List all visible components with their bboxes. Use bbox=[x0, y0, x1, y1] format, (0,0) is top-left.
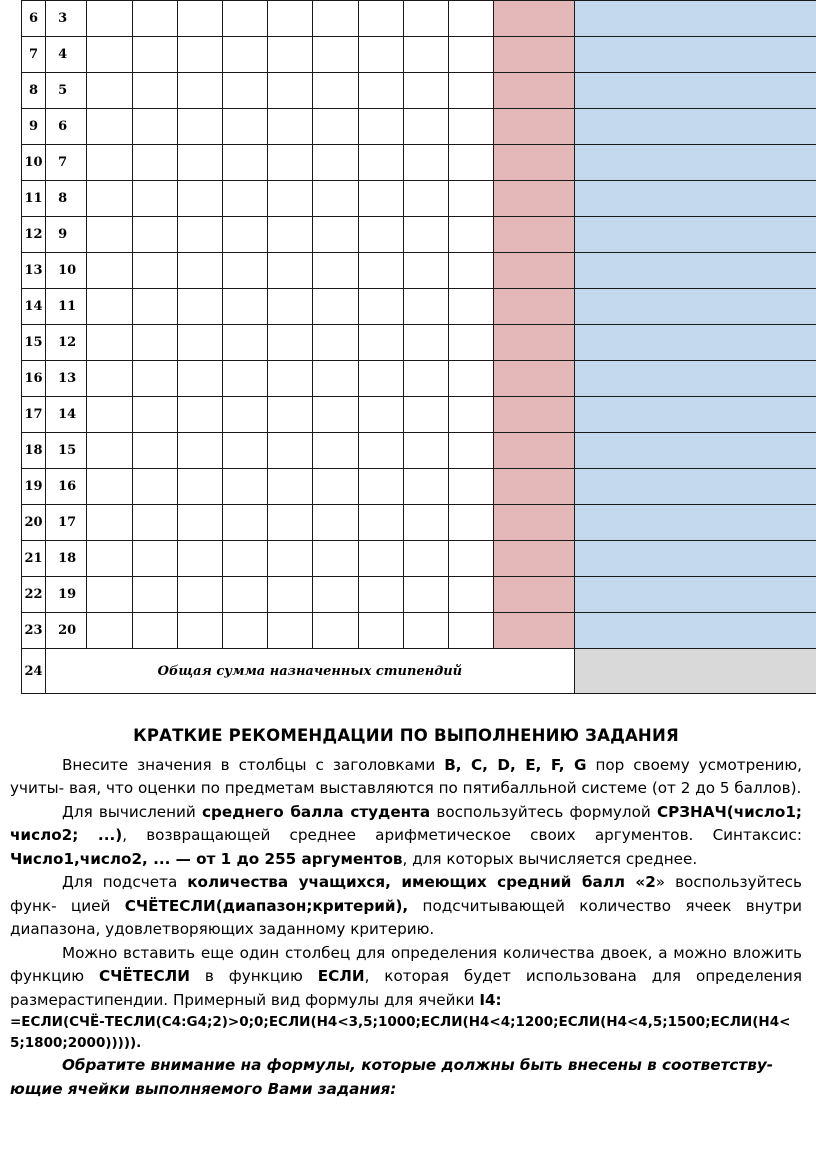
empty-cell bbox=[132, 577, 177, 613]
empty-cell bbox=[268, 613, 313, 649]
empty-cell bbox=[403, 541, 448, 577]
empty-cell bbox=[87, 325, 132, 361]
table-row bbox=[22, 289, 816, 325]
empty-cell bbox=[268, 469, 313, 505]
empty-cell bbox=[87, 541, 132, 577]
empty-cell bbox=[358, 217, 403, 253]
p3-function: СЧЁТЕСЛИ(диапазон;критерий), bbox=[124, 896, 409, 915]
recommendations-section bbox=[10, 718, 802, 1101]
empty-cell bbox=[87, 469, 132, 505]
scholarship-cell bbox=[574, 325, 816, 361]
empty-cell bbox=[132, 325, 177, 361]
row-number: 16 bbox=[22, 361, 46, 397]
p1-text-a: Внесите значения в столбцы с заголовками bbox=[62, 755, 445, 774]
empty-cell bbox=[358, 1, 403, 37]
empty-cell bbox=[132, 469, 177, 505]
empty-cell bbox=[403, 109, 448, 145]
scholarship-cell bbox=[574, 361, 816, 397]
empty-cell bbox=[177, 289, 222, 325]
row-number: 23 bbox=[22, 613, 46, 649]
empty-cell bbox=[403, 433, 448, 469]
average-cell bbox=[494, 217, 574, 253]
p4-if: ЕСЛИ bbox=[317, 967, 365, 985]
student-number: 20 bbox=[46, 613, 87, 649]
p2-syntax: Число1,число2, ... — от 1 до 255 аргументов bbox=[10, 849, 403, 868]
p1-columns: B, C, D, E, F, G bbox=[444, 755, 587, 774]
scholarship-cell bbox=[574, 505, 816, 541]
empty-cell bbox=[87, 433, 132, 469]
paragraph-average bbox=[10, 801, 802, 872]
empty-cell bbox=[222, 1, 267, 37]
table-row bbox=[22, 433, 816, 469]
student-number: 19 bbox=[46, 577, 87, 613]
empty-cell bbox=[358, 37, 403, 73]
scholarship-cell bbox=[574, 1, 816, 37]
empty-cell bbox=[313, 541, 358, 577]
empty-cell bbox=[449, 469, 494, 505]
empty-cell bbox=[132, 433, 177, 469]
table-row bbox=[22, 541, 816, 577]
empty-cell bbox=[87, 73, 132, 109]
empty-cell bbox=[358, 73, 403, 109]
empty-cell bbox=[313, 109, 358, 145]
empty-cell bbox=[358, 253, 403, 289]
empty-cell bbox=[222, 469, 267, 505]
empty-cell bbox=[313, 217, 358, 253]
empty-cell bbox=[268, 289, 313, 325]
empty-cell bbox=[132, 1, 177, 37]
row-number: 17 bbox=[22, 397, 46, 433]
student-number: 13 bbox=[46, 361, 87, 397]
empty-cell bbox=[222, 433, 267, 469]
p2-bold-b: среднего балла студента bbox=[202, 802, 431, 821]
average-cell bbox=[494, 145, 574, 181]
empty-cell bbox=[358, 613, 403, 649]
row-number: 20 bbox=[22, 505, 46, 541]
empty-cell bbox=[313, 181, 358, 217]
student-number: 9 bbox=[46, 217, 87, 253]
empty-cell bbox=[222, 397, 267, 433]
scholarship-cell bbox=[574, 109, 816, 145]
paragraph-nesting bbox=[10, 942, 802, 1013]
empty-cell bbox=[313, 145, 358, 181]
empty-cell bbox=[222, 217, 267, 253]
empty-cell bbox=[87, 397, 132, 433]
student-number: 7 bbox=[46, 145, 87, 181]
student-number: 10 bbox=[46, 253, 87, 289]
empty-cell bbox=[403, 469, 448, 505]
empty-cell bbox=[313, 289, 358, 325]
empty-cell bbox=[132, 505, 177, 541]
empty-cell bbox=[449, 289, 494, 325]
empty-cell bbox=[358, 433, 403, 469]
empty-cell bbox=[87, 289, 132, 325]
empty-cell bbox=[449, 397, 494, 433]
empty-cell bbox=[358, 469, 403, 505]
student-number: 6 bbox=[46, 109, 87, 145]
empty-cell bbox=[358, 505, 403, 541]
student-number: 11 bbox=[46, 289, 87, 325]
empty-cell bbox=[222, 109, 267, 145]
scholarship-cell bbox=[574, 289, 816, 325]
empty-cell bbox=[87, 217, 132, 253]
empty-cell bbox=[403, 613, 448, 649]
empty-cell bbox=[87, 1, 132, 37]
empty-cell bbox=[403, 217, 448, 253]
empty-cell bbox=[268, 505, 313, 541]
empty-cell bbox=[222, 289, 267, 325]
empty-cell bbox=[268, 73, 313, 109]
empty-cell bbox=[132, 253, 177, 289]
table-row bbox=[22, 73, 816, 109]
empty-cell bbox=[177, 433, 222, 469]
scholarship-cell bbox=[574, 73, 816, 109]
student-number: 12 bbox=[46, 325, 87, 361]
empty-cell bbox=[313, 73, 358, 109]
empty-cell bbox=[403, 1, 448, 37]
empty-cell bbox=[268, 361, 313, 397]
p2-text-a: Для вычислений bbox=[62, 802, 203, 821]
empty-cell bbox=[268, 433, 313, 469]
empty-cell bbox=[358, 577, 403, 613]
student-number: 4 bbox=[46, 37, 87, 73]
table-row bbox=[22, 37, 816, 73]
row-number: 8 bbox=[22, 73, 46, 109]
row-number: 7 bbox=[22, 37, 46, 73]
average-cell bbox=[494, 73, 574, 109]
total-label: Общая сумма назначенных стипендий bbox=[46, 649, 575, 694]
table-row bbox=[22, 109, 816, 145]
empty-cell bbox=[268, 253, 313, 289]
scholarship-cell bbox=[574, 577, 816, 613]
empty-cell bbox=[222, 325, 267, 361]
empty-cell bbox=[313, 361, 358, 397]
student-number: 18 bbox=[46, 541, 87, 577]
table-row bbox=[22, 217, 816, 253]
table-row bbox=[22, 253, 816, 289]
average-cell bbox=[494, 433, 574, 469]
empty-cell bbox=[132, 145, 177, 181]
empty-cell bbox=[358, 289, 403, 325]
row-number: 9 bbox=[22, 109, 46, 145]
scholarship-cell bbox=[574, 217, 816, 253]
scholarship-cell bbox=[574, 37, 816, 73]
empty-cell bbox=[449, 253, 494, 289]
scholarship-cell bbox=[574, 613, 816, 649]
empty-cell bbox=[313, 1, 358, 37]
table-row bbox=[22, 577, 816, 613]
empty-cell bbox=[177, 1, 222, 37]
empty-cell bbox=[313, 325, 358, 361]
empty-cell bbox=[222, 505, 267, 541]
total-sum-cell bbox=[574, 649, 816, 694]
example-formula: =ЕСЛИ(СЧЁ-ТЕСЛИ(C4:G4;2)>0;0;ЕСЛИ(H4<3,5;1000;ЕСЛИ(H4<4;1200;ЕСЛИ(H4<4,5;1500;ЕСЛИ(H4<5;1800;2000))))). bbox=[10, 1014, 791, 1051]
empty-cell bbox=[222, 181, 267, 217]
table-row bbox=[22, 361, 816, 397]
average-cell bbox=[494, 37, 574, 73]
table-row bbox=[22, 397, 816, 433]
table-row bbox=[22, 505, 816, 541]
empty-cell bbox=[403, 361, 448, 397]
empty-cell bbox=[132, 397, 177, 433]
empty-cell bbox=[222, 37, 267, 73]
table-row bbox=[22, 181, 816, 217]
scholarship-cell bbox=[574, 433, 816, 469]
empty-cell bbox=[403, 505, 448, 541]
p3-bold-b: количества учащихся, имеющих средний балл «2 bbox=[187, 873, 656, 891]
empty-cell bbox=[403, 325, 448, 361]
row-number: 11 bbox=[22, 181, 46, 217]
scholarship-cell bbox=[574, 469, 816, 505]
empty-cell bbox=[268, 145, 313, 181]
empty-cell bbox=[132, 181, 177, 217]
row-number: 21 bbox=[22, 541, 46, 577]
empty-cell bbox=[177, 541, 222, 577]
table-row bbox=[22, 325, 816, 361]
empty-cell bbox=[177, 325, 222, 361]
empty-cell bbox=[268, 217, 313, 253]
empty-cell bbox=[313, 505, 358, 541]
empty-cell bbox=[403, 145, 448, 181]
row-number: 19 bbox=[22, 469, 46, 505]
student-number: 14 bbox=[46, 397, 87, 433]
empty-cell bbox=[403, 73, 448, 109]
scholarship-table bbox=[21, 0, 816, 694]
p3-text-c: » воспользуйтесь функ- цией bbox=[10, 873, 802, 915]
empty-cell bbox=[177, 469, 222, 505]
empty-cell bbox=[449, 109, 494, 145]
empty-cell bbox=[449, 505, 494, 541]
empty-cell bbox=[313, 253, 358, 289]
empty-cell bbox=[313, 433, 358, 469]
empty-cell bbox=[222, 361, 267, 397]
p1-text-c: пор своему усмотрению, учиты- вая, что оценки по предметам выставляются по пятибалльной системе (от 2 до 5 баллов). bbox=[10, 755, 803, 797]
empty-cell bbox=[177, 613, 222, 649]
empty-cell bbox=[313, 37, 358, 73]
p4-text-a: Можно вставить еще один столбец для определения количества двоек, а можно вложить функцию bbox=[10, 943, 802, 985]
empty-cell bbox=[177, 145, 222, 181]
average-cell bbox=[494, 253, 574, 289]
empty-cell bbox=[403, 289, 448, 325]
row-number: 15 bbox=[22, 325, 46, 361]
empty-cell bbox=[177, 577, 222, 613]
empty-cell bbox=[358, 181, 403, 217]
empty-cell bbox=[449, 361, 494, 397]
empty-cell bbox=[87, 181, 132, 217]
empty-cell bbox=[222, 613, 267, 649]
p3-text-a: Для подсчета bbox=[62, 873, 188, 891]
average-cell bbox=[494, 397, 574, 433]
empty-cell bbox=[358, 397, 403, 433]
empty-cell bbox=[177, 181, 222, 217]
average-cell bbox=[494, 361, 574, 397]
empty-cell bbox=[222, 541, 267, 577]
empty-cell bbox=[358, 145, 403, 181]
p3-text-e: подсчитывающей количество ячеек внутри диапазона, удовлетворяющих заданному критерию. bbox=[10, 896, 802, 938]
empty-cell bbox=[132, 37, 177, 73]
empty-cell bbox=[449, 145, 494, 181]
empty-cell bbox=[403, 37, 448, 73]
empty-cell bbox=[449, 433, 494, 469]
empty-cell bbox=[449, 73, 494, 109]
average-cell bbox=[494, 469, 574, 505]
empty-cell bbox=[268, 541, 313, 577]
empty-cell bbox=[358, 325, 403, 361]
average-cell bbox=[494, 577, 574, 613]
scholarship-cell bbox=[574, 181, 816, 217]
scholarship-cell bbox=[574, 253, 816, 289]
average-cell bbox=[494, 289, 574, 325]
average-cell bbox=[494, 1, 574, 37]
empty-cell bbox=[87, 145, 132, 181]
empty-cell bbox=[222, 253, 267, 289]
empty-cell bbox=[177, 217, 222, 253]
empty-cell bbox=[87, 109, 132, 145]
p4-text-c: в функцию bbox=[189, 967, 318, 985]
empty-cell bbox=[132, 73, 177, 109]
p2-function: СРЗНАЧ(число1; число2; ...) bbox=[10, 802, 802, 844]
student-number: 17 bbox=[46, 505, 87, 541]
empty-cell bbox=[177, 361, 222, 397]
empty-cell bbox=[313, 397, 358, 433]
empty-cell bbox=[132, 217, 177, 253]
scholarship-cell bbox=[574, 397, 816, 433]
p4-text-e: , которая будет использована для определения размерастипендии. Примерный вид формулы для ячейки bbox=[10, 967, 802, 1009]
formula-note: Обратите внимание на формулы, которые должны быть внесены в соответству-ющие ячейки выполняемого Вами задания: bbox=[10, 1056, 774, 1098]
row-number: 14 bbox=[22, 289, 46, 325]
empty-cell bbox=[358, 541, 403, 577]
row-number: 22 bbox=[22, 577, 46, 613]
paragraph-countif bbox=[10, 871, 802, 942]
row-number: 24 bbox=[22, 649, 46, 694]
table-row bbox=[22, 469, 816, 505]
empty-cell bbox=[87, 253, 132, 289]
empty-cell bbox=[403, 397, 448, 433]
p2-text-g: , для которых вычисляется среднее. bbox=[402, 849, 698, 868]
average-cell bbox=[494, 613, 574, 649]
row-number: 18 bbox=[22, 433, 46, 469]
average-cell bbox=[494, 505, 574, 541]
empty-cell bbox=[358, 109, 403, 145]
row-number: 12 bbox=[22, 217, 46, 253]
empty-cell bbox=[177, 73, 222, 109]
empty-cell bbox=[177, 37, 222, 73]
p4-countif: СЧЁТЕСЛИ bbox=[98, 967, 190, 985]
p2-text-e: , возвращающей среднее арифметическое своих аргументов. Синтаксис: bbox=[122, 826, 802, 844]
student-number: 15 bbox=[46, 433, 87, 469]
empty-cell bbox=[268, 325, 313, 361]
recommendations-heading: КРАТКИЕ РЕКОМЕНДАЦИИ ПО ВЫПОЛНЕНИЮ ЗАДАНИЯ bbox=[133, 726, 679, 745]
empty-cell bbox=[132, 289, 177, 325]
p4-cell: I4: bbox=[479, 990, 502, 1009]
table-row bbox=[22, 613, 816, 649]
student-number: 3 bbox=[46, 1, 87, 37]
empty-cell bbox=[268, 181, 313, 217]
empty-cell bbox=[177, 253, 222, 289]
empty-cell bbox=[87, 361, 132, 397]
table-row bbox=[22, 145, 816, 181]
empty-cell bbox=[132, 541, 177, 577]
empty-cell bbox=[268, 577, 313, 613]
empty-cell bbox=[403, 577, 448, 613]
empty-cell bbox=[403, 181, 448, 217]
empty-cell bbox=[87, 613, 132, 649]
paragraph-columns bbox=[10, 754, 802, 801]
student-number: 16 bbox=[46, 469, 87, 505]
empty-cell bbox=[449, 613, 494, 649]
empty-cell bbox=[177, 397, 222, 433]
empty-cell bbox=[268, 109, 313, 145]
scholarship-cell bbox=[574, 145, 816, 181]
empty-cell bbox=[449, 37, 494, 73]
empty-cell bbox=[313, 469, 358, 505]
empty-cell bbox=[177, 505, 222, 541]
p2-text-c: воспользуйтесь формулой bbox=[430, 802, 657, 821]
average-cell bbox=[494, 541, 574, 577]
empty-cell bbox=[313, 613, 358, 649]
empty-cell bbox=[449, 217, 494, 253]
empty-cell bbox=[449, 541, 494, 577]
row-number: 6 bbox=[22, 1, 46, 37]
empty-cell bbox=[313, 577, 358, 613]
average-cell bbox=[494, 109, 574, 145]
row-number: 10 bbox=[22, 145, 46, 181]
empty-cell bbox=[449, 181, 494, 217]
empty-cell bbox=[403, 253, 448, 289]
student-number: 8 bbox=[46, 181, 87, 217]
average-cell bbox=[494, 325, 574, 361]
empty-cell bbox=[268, 37, 313, 73]
empty-cell bbox=[132, 613, 177, 649]
student-number: 5 bbox=[46, 73, 87, 109]
empty-cell bbox=[268, 397, 313, 433]
empty-cell bbox=[222, 145, 267, 181]
table-row bbox=[22, 1, 816, 37]
empty-cell bbox=[449, 1, 494, 37]
empty-cell bbox=[449, 577, 494, 613]
empty-cell bbox=[87, 577, 132, 613]
empty-cell bbox=[177, 109, 222, 145]
empty-cell bbox=[132, 109, 177, 145]
empty-cell bbox=[132, 361, 177, 397]
empty-cell bbox=[87, 505, 132, 541]
empty-cell bbox=[222, 577, 267, 613]
empty-cell bbox=[449, 325, 494, 361]
scholarship-cell bbox=[574, 541, 816, 577]
empty-cell bbox=[358, 361, 403, 397]
empty-cell bbox=[268, 1, 313, 37]
total-row bbox=[22, 649, 816, 694]
average-cell bbox=[494, 181, 574, 217]
row-number: 13 bbox=[22, 253, 46, 289]
empty-cell bbox=[87, 37, 132, 73]
empty-cell bbox=[222, 73, 267, 109]
